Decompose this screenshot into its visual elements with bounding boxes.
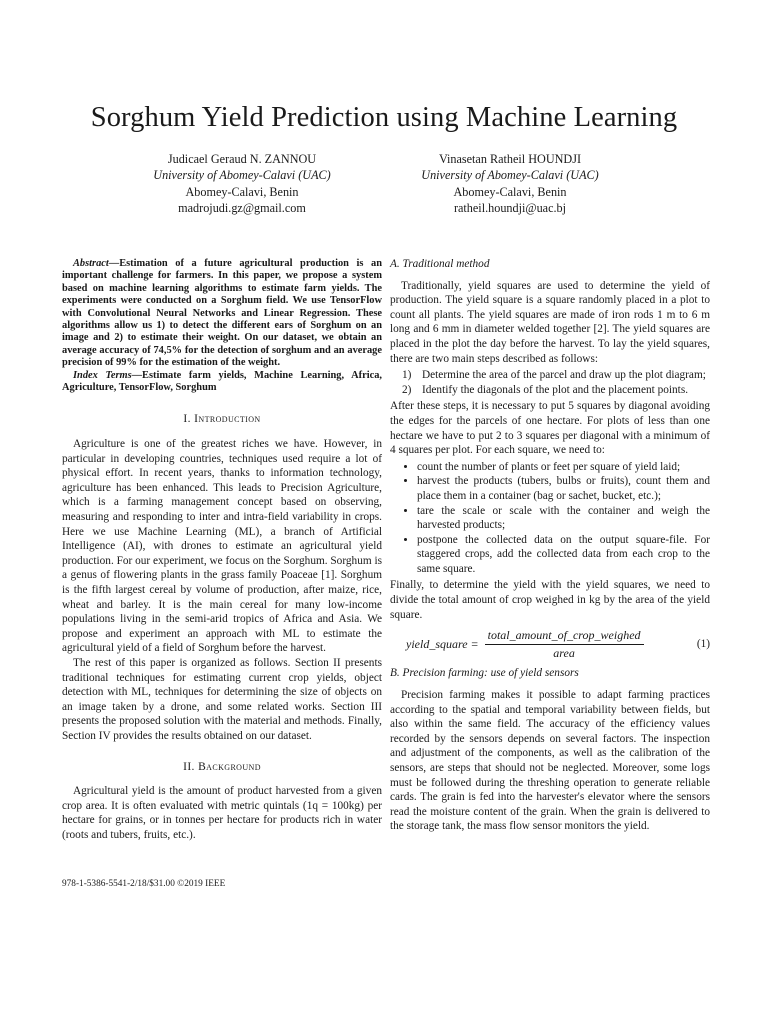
steps-list <box>390 368 710 397</box>
abstract-text: —Estimation of a future agricultural production is an important challenge for farmers. In this paper, we propose a system based on machine learning algorithms to estimate farm yields. The experiments were conducted on a Sorghum field. We use TensorFlow with Convolutional Neural Networks and Linear Regression. These algorithms allow us 1) to detect the different ears of Sorghum on an image and 2) to estimate their weight. On our dataset, we obtain an average accuracy of 74,5% for the detection of sorghum and an average precision of 99% for the estimation of the weight. <box>62 258 382 369</box>
traditional-paragraph-3: Finally, to determine the yield with the yield squares, we need to divide the total amount of crop weighed in kg by the area of the yield square. <box>390 579 710 621</box>
section-heading-background: II. Background <box>183 760 261 773</box>
background-paragraph-1: Agricultural yield is the amount of product harvested from a given crop area. It is often evaluated with metric quintals (1q = 100kg) per hectare for grains, or in tonnes per hectare for products rich in water (roots and tubers, fruits, etc.). <box>62 785 382 841</box>
list-item-text: Determine the area of the parcel and draw up the plot diagram; <box>422 369 706 382</box>
section-heading-introduction: I. Introduction <box>183 413 261 426</box>
traditional-paragraph-2: After these steps, it is necessary to put 5 squares by diagonal avoiding the edges for the parcels of one hectare. For plots of less than one hectare we have to put 2 to 3 squares per diagonal with a minimum of 4 squares per plot. For each square, we need to: <box>390 400 710 457</box>
list-item <box>402 383 710 398</box>
index-terms-text: —Estimate farm yields, Machine Learning, Africa, Agriculture, TensorFlow, Sorghum <box>62 369 382 394</box>
author-email: madrojudi.gz@gmail.com <box>178 201 306 216</box>
copyright-footer: 978-1-5386-5541-2/18/$31.00 ©2019 IEEE <box>62 879 226 889</box>
author-affiliation: University of Abomey-Calavi (UAC) <box>421 168 599 183</box>
author-email: ratheil.houndji@uac.bj <box>453 201 567 216</box>
list-item: • count the number of plants or feet per square of yield laid; <box>417 460 710 475</box>
author-name: Vinasetan Ratheil HOUNDJI <box>438 152 582 166</box>
precision-paragraph-1: Precision farming makes it possible to adapt farming practices according to the spatial and temporal variability between fields, but also within the same field. The accuracy of the efficiency values recorded by the sensors depends on several factors. The inspection and adjustment of the components, as well as the calibration of the sensors, are steps that should not be neglected. Moreover, some logs must be followed during the threshing operation to generate reliable cards. The grain is fed into the harvester's elevator where the sensors read the moisture content of the grain. When the grain is delivered to the storage tank, the mass flow sensor monitors the yield. <box>390 689 710 833</box>
subsection-heading-traditional: A. Traditional method <box>390 258 490 270</box>
author-block-2 <box>350 151 670 217</box>
list-item: • harvest the products (tubers, bulbs or fruits), count them and place them in a container (bag or sachet, bucket, etc.); <box>417 474 710 503</box>
intro-paragraph-1: Agriculture is one of the greatest riches we have. However, in particular in developing countries, techniques used require a lot of physical effort. In recent years, thanks to information technology, agriculture has been enhanced. This leads to Precision Agriculture, which is a farming management concept based on observing, measuring and responding to inter and intra-field variability in crops. Here we use Machine Learning (ML), a branch of Artificial Intelligence (AI), with drones to estimate an agricultural yield production. For our experiment, we focus on the Sorghum. Sorghum is a genus of flowering plants in the grass family Poaceae [1]. Sorghum is the fifth largest cereal by volume of production, after maize, rice, wheat and barley. It is the main cereal for many low-income populations living in the semi-arid tropics of Africa and Asia. We propose and experiment an approach with ML to estimate the agricultural yield of a field of Sorghum before the harvest. <box>62 438 382 655</box>
author-affiliation: University of Abomey-Calavi (UAC) <box>153 168 331 183</box>
list-item <box>402 368 710 383</box>
list-item-number: 1) <box>402 369 412 382</box>
paper-title: Sorghum Yield Prediction using Machine Learning <box>90 102 678 133</box>
author-location: Abomey-Calavi, Benin <box>453 184 567 199</box>
right-column <box>390 257 710 834</box>
list-item-number: 2) <box>402 383 412 396</box>
equation-fraction <box>485 628 644 660</box>
abstract <box>62 258 382 370</box>
equation-number: (1) <box>696 638 710 651</box>
list-item: • tare the scale or scale with the container and weigh the harvested products; <box>417 504 710 533</box>
index-terms-label: Index Terms <box>73 369 132 381</box>
left-column <box>62 258 382 843</box>
procedure-list <box>390 460 710 577</box>
index-terms <box>62 370 382 395</box>
abstract-label: Abstract <box>73 258 109 269</box>
traditional-paragraph-1: Traditionally, yield squares are used to determine the yield of production. The yield square is a square randomly placed in a plot to count all plants. The yield squares are made of iron rods 1 m to 6 m long and 6 mm in diameter welded together [2]. The yield squares are placed in the plot the day before the harvest. To lay the yield squares, there are two main steps described as follows: <box>390 279 710 365</box>
equation-lhs: yield_square = <box>406 637 479 652</box>
subsection-heading-precision-farming: B. Precision farming: use of yield sensors <box>390 667 579 680</box>
list-item-text: Identify the diagonals of the plot and the placement points. <box>422 383 689 396</box>
author-location: Abomey-Calavi, Benin <box>185 184 299 199</box>
intro-paragraph-2: The rest of this paper is organized as follows. Section II presents traditional techniques for estimating current crop yields, object detection with ML, techniques for determining the size of objects on an image taken by a drone, and some related works. Section III presents the proposed solution with the material and methods. Finally, Section IV provides the results obtained on our dataset. <box>62 656 382 742</box>
list-item: • postpone the collected data on the output square-file. For staggered crops, add the collected data from each crop to the same square. <box>417 533 710 577</box>
equation-numerator: total_amount_of_crop_weighed <box>485 628 644 645</box>
author-name: Judicael Geraud N. ZANNOU <box>167 152 317 166</box>
equation-denominator: area <box>553 645 575 660</box>
equation-1 <box>390 628 710 660</box>
